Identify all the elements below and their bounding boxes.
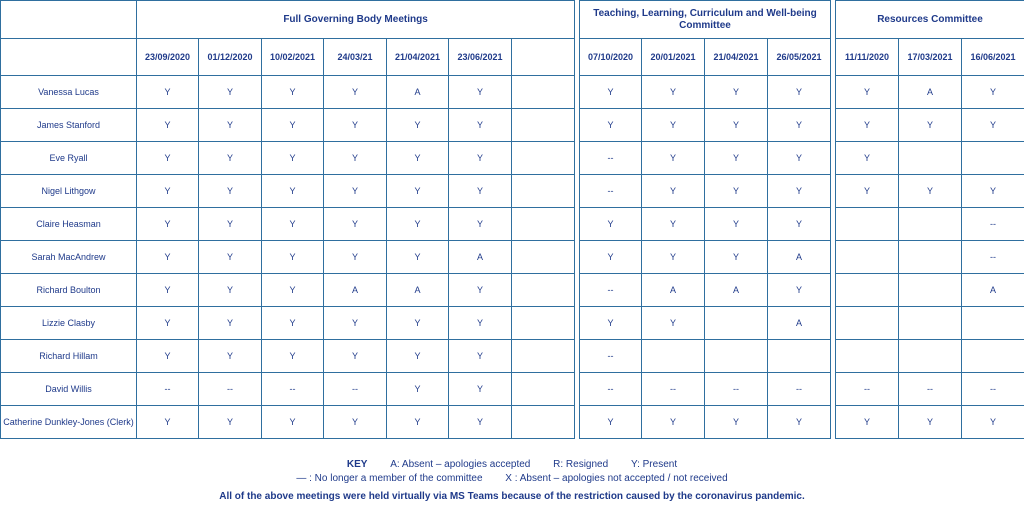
attendance-cell: Y xyxy=(449,373,512,406)
attendance-cell xyxy=(962,340,1024,373)
attendance-cell: -- xyxy=(580,142,642,175)
attendance-cell: Y xyxy=(199,208,262,241)
attendance-cell: -- xyxy=(836,373,899,406)
table-row xyxy=(836,340,1024,373)
attendance-cell xyxy=(836,307,899,340)
attendance-cell: Y xyxy=(137,142,199,175)
attendance-cell: Y xyxy=(899,109,962,142)
attendance-cell: -- xyxy=(580,175,642,208)
attendance-cell: Y xyxy=(642,208,705,241)
attendance-cell: Y xyxy=(262,340,324,373)
attendance-cell: Y xyxy=(642,307,705,340)
attendance-cell xyxy=(512,406,575,439)
attendance-cell xyxy=(512,241,575,274)
table-row xyxy=(1,208,575,241)
table-row xyxy=(580,373,831,406)
attendance-cell xyxy=(512,340,575,373)
table-row xyxy=(580,241,831,274)
table-row xyxy=(580,109,831,142)
attendance-cell: Y xyxy=(387,175,449,208)
attendance-cell: Y xyxy=(768,109,831,142)
attendance-cell: Y xyxy=(580,307,642,340)
attendance-cell: Y xyxy=(199,109,262,142)
table-row xyxy=(580,340,831,373)
attendance-cell: Y xyxy=(137,208,199,241)
footnote: All of the above meetings were held virtually via MS Teams because of the restriction caused by the coronavirus pandemic. xyxy=(219,491,805,502)
attendance-cell xyxy=(642,340,705,373)
attendance-cell: Y xyxy=(449,406,512,439)
fgb-date-header: 23/06/2021 xyxy=(449,39,512,76)
attendance-cell: Y xyxy=(449,274,512,307)
attendance-cell xyxy=(836,274,899,307)
table-row xyxy=(1,406,575,439)
member-name: Vanessa Lucas xyxy=(1,76,137,109)
attendance-cell: Y xyxy=(262,175,324,208)
attendance-cell: A xyxy=(324,274,387,307)
attendance-cell: Y xyxy=(836,406,899,439)
attendance-cell: Y xyxy=(768,274,831,307)
attendance-cell: Y xyxy=(262,241,324,274)
attendance-cell xyxy=(899,241,962,274)
fgb-title: Full Governing Body Meetings xyxy=(137,1,575,39)
attendance-cell: Y xyxy=(705,241,768,274)
attendance-cell: A xyxy=(768,307,831,340)
attendance-cell: Y xyxy=(262,76,324,109)
attendance-cell: Y xyxy=(387,373,449,406)
attendance-cell: Y xyxy=(705,175,768,208)
legend-absent-accepted: A: Absent – apologies accepted xyxy=(390,459,531,470)
member-name: David Willis xyxy=(1,373,137,406)
attendance-cell xyxy=(512,76,575,109)
attendance-cell: Y xyxy=(449,109,512,142)
fgb-date-header: 21/04/2021 xyxy=(387,39,449,76)
table-row xyxy=(836,142,1024,175)
table-row xyxy=(836,274,1024,307)
table-row xyxy=(1,142,575,175)
table-row xyxy=(580,76,831,109)
attendance-cell xyxy=(899,274,962,307)
attendance-cell: Y xyxy=(324,109,387,142)
table-row xyxy=(836,307,1024,340)
attendance-cell xyxy=(899,307,962,340)
attendance-cell: Y xyxy=(137,307,199,340)
attendance-cell: Y xyxy=(836,142,899,175)
attendance-cell: Y xyxy=(199,340,262,373)
attendance-cell: Y xyxy=(580,208,642,241)
attendance-cell: Y xyxy=(836,76,899,109)
legend-resigned: R: Resigned xyxy=(553,459,609,470)
attendance-cell: A xyxy=(449,241,512,274)
attendance-cell: A xyxy=(768,241,831,274)
attendance-cell: Y xyxy=(449,76,512,109)
attendance-cell: Y xyxy=(642,109,705,142)
attendance-cell: Y xyxy=(899,175,962,208)
attendance-cell: Y xyxy=(137,175,199,208)
attendance-cell: Y xyxy=(387,406,449,439)
attendance-cell xyxy=(705,340,768,373)
attendance-cell xyxy=(512,307,575,340)
member-name: Nigel Lithgow xyxy=(1,175,137,208)
legend-key: KEY xyxy=(346,459,368,470)
attendance-cell: Y xyxy=(324,406,387,439)
attendance-cell: Y xyxy=(199,274,262,307)
attendance-cell xyxy=(836,241,899,274)
attendance-cell: Y xyxy=(768,76,831,109)
tlc-date-header: 21/04/2021 xyxy=(705,39,768,76)
table-row xyxy=(836,109,1024,142)
attendance-cell: Y xyxy=(137,406,199,439)
attendance-cell: -- xyxy=(962,208,1024,241)
attendance-cell: -- xyxy=(768,373,831,406)
attendance-cell: Y xyxy=(262,208,324,241)
attendance-cell: Y xyxy=(324,76,387,109)
attendance-cell xyxy=(836,340,899,373)
member-name: James Stanford xyxy=(1,109,137,142)
table-row xyxy=(1,109,575,142)
attendance-cell: Y xyxy=(324,142,387,175)
attendance-cell: Y xyxy=(387,208,449,241)
attendance-cell: -- xyxy=(580,340,642,373)
legend-present: Y: Present xyxy=(630,459,678,470)
resources-table xyxy=(835,0,1024,439)
attendance-cell: Y xyxy=(768,142,831,175)
attendance-cell: Y xyxy=(899,406,962,439)
attendance-cell: A xyxy=(387,76,449,109)
attendance-cell: Y xyxy=(262,142,324,175)
attendance-cell: -- xyxy=(324,373,387,406)
table-row xyxy=(580,175,831,208)
table-row xyxy=(1,274,575,307)
table-row xyxy=(1,307,575,340)
attendance-cell: Y xyxy=(387,142,449,175)
attendance-cell: -- xyxy=(962,373,1024,406)
attendance-cell xyxy=(962,142,1024,175)
attendance-cell: Y xyxy=(580,76,642,109)
attendance-cell: Y xyxy=(199,307,262,340)
res-date-header: 17/03/2021 xyxy=(899,39,962,76)
member-name: Eve Ryall xyxy=(1,142,137,175)
attendance-cell xyxy=(899,208,962,241)
table-row xyxy=(1,175,575,208)
attendance-cell: Y xyxy=(449,340,512,373)
attendance-cell: Y xyxy=(642,142,705,175)
fgb-date-header: 01/12/2020 xyxy=(199,39,262,76)
member-name: Richard Boulton xyxy=(1,274,137,307)
fgb-date-header: 24/03/21 xyxy=(324,39,387,76)
fgb-table xyxy=(0,0,575,439)
attendance-cell: Y xyxy=(705,406,768,439)
attendance-cell: Y xyxy=(137,274,199,307)
table-row xyxy=(836,373,1024,406)
tlc-table xyxy=(579,0,831,439)
attendance-cell: A xyxy=(962,274,1024,307)
member-name: Catherine Dunkley-Jones (Clerk) xyxy=(1,406,137,439)
table-row xyxy=(580,307,831,340)
attendance-cell: -- xyxy=(262,373,324,406)
attendance-cell: Y xyxy=(580,109,642,142)
attendance-cell: Y xyxy=(449,175,512,208)
attendance-cell: Y xyxy=(387,109,449,142)
table-row xyxy=(1,340,575,373)
attendance-cell: A xyxy=(642,274,705,307)
tlc-date-header: 26/05/2021 xyxy=(768,39,831,76)
attendance-cell xyxy=(512,109,575,142)
table-row xyxy=(836,406,1024,439)
attendance-cell: Y xyxy=(262,109,324,142)
attendance-cell: Y xyxy=(324,208,387,241)
attendance-cell: -- xyxy=(580,274,642,307)
attendance-cell: Y xyxy=(262,307,324,340)
attendance-cell xyxy=(512,208,575,241)
attendance-cell: Y xyxy=(705,76,768,109)
attendance-cell: Y xyxy=(199,142,262,175)
table-row xyxy=(580,142,831,175)
res-date-header: 16/06/2021 xyxy=(962,39,1024,76)
table-row xyxy=(836,175,1024,208)
attendance-cell: Y xyxy=(449,208,512,241)
attendance-cell: Y xyxy=(137,76,199,109)
attendance-cell: Y xyxy=(642,406,705,439)
table-row xyxy=(1,373,575,406)
attendance-cell: Y xyxy=(199,406,262,439)
table-row xyxy=(836,208,1024,241)
attendance-cell xyxy=(962,307,1024,340)
attendance-cell: Y xyxy=(705,109,768,142)
attendance-cell: Y xyxy=(705,142,768,175)
attendance-cell: Y xyxy=(580,406,642,439)
attendance-cell: Y xyxy=(387,307,449,340)
attendance-cell: -- xyxy=(705,373,768,406)
member-name: Claire Heasman xyxy=(1,208,137,241)
attendance-cell xyxy=(512,373,575,406)
attendance-cell: Y xyxy=(387,340,449,373)
legend-line-2 xyxy=(0,473,1024,484)
table-row xyxy=(580,274,831,307)
attendance-cell: Y xyxy=(836,175,899,208)
attendance-cell: Y xyxy=(449,142,512,175)
attendance-cell: Y xyxy=(768,208,831,241)
attendance-cell: -- xyxy=(199,373,262,406)
attendance-cell xyxy=(899,340,962,373)
legend-line-1 xyxy=(0,459,1024,470)
table-row xyxy=(836,76,1024,109)
attendance-cell: Y xyxy=(768,406,831,439)
member-name: Richard Hillam xyxy=(1,340,137,373)
attendance-cell: Y xyxy=(199,76,262,109)
corner-cell xyxy=(1,39,137,76)
attendance-cell: -- xyxy=(137,373,199,406)
fgb-date-header: 23/09/2020 xyxy=(137,39,199,76)
attendance-cell xyxy=(512,175,575,208)
attendance-cell: Y xyxy=(836,109,899,142)
attendance-cell: Y xyxy=(137,340,199,373)
attendance-cell: Y xyxy=(324,241,387,274)
attendance-cell: -- xyxy=(962,241,1024,274)
attendance-cell: Y xyxy=(199,175,262,208)
table-row xyxy=(580,208,831,241)
table-row xyxy=(1,76,575,109)
attendance-cell xyxy=(512,142,575,175)
member-name: Lizzie Clasby xyxy=(1,307,137,340)
attendance-cell: Y xyxy=(768,175,831,208)
attendance-cell: A xyxy=(705,274,768,307)
attendance-cell xyxy=(836,208,899,241)
attendance-cell: A xyxy=(899,76,962,109)
attendance-cell: Y xyxy=(449,307,512,340)
attendance-cell: Y xyxy=(324,175,387,208)
legend-no-longer: — : No longer a member of the committee xyxy=(296,473,483,484)
attendance-cell: A xyxy=(387,274,449,307)
attendance-cell: -- xyxy=(642,373,705,406)
attendance-cell xyxy=(899,142,962,175)
attendance-cell: Y xyxy=(262,274,324,307)
res-date-header: 11/11/2020 xyxy=(836,39,899,76)
resources-title: Resources Committee xyxy=(836,1,1024,39)
attendance-cell: -- xyxy=(899,373,962,406)
attendance-cell: Y xyxy=(962,76,1024,109)
member-name: Sarah MacAndrew xyxy=(1,241,137,274)
corner-cell xyxy=(1,1,137,39)
table-row xyxy=(1,241,575,274)
attendance-cell: Y xyxy=(642,76,705,109)
table-row xyxy=(580,406,831,439)
attendance-cell xyxy=(705,307,768,340)
legend-absent-not-accepted: X : Absent – apologies not accepted / not received xyxy=(505,473,728,484)
fgb-date-header: 10/02/2021 xyxy=(262,39,324,76)
attendance-cell: Y xyxy=(324,307,387,340)
attendance-cell: Y xyxy=(962,406,1024,439)
attendance-cell: Y xyxy=(137,109,199,142)
attendance-cell: Y xyxy=(642,175,705,208)
table-row xyxy=(836,241,1024,274)
attendance-cell: -- xyxy=(580,373,642,406)
attendance-cell xyxy=(512,274,575,307)
tlc-title: Teaching, Learning, Curriculum and Well-being Committee xyxy=(580,1,831,39)
tlc-date-header: 07/10/2020 xyxy=(580,39,642,76)
attendance-cell: Y xyxy=(580,241,642,274)
attendance-cell: Y xyxy=(324,340,387,373)
attendance-cell: Y xyxy=(137,241,199,274)
attendance-cell: Y xyxy=(199,241,262,274)
attendance-cell: Y xyxy=(705,208,768,241)
tlc-date-header: 20/01/2021 xyxy=(642,39,705,76)
attendance-cell: Y xyxy=(387,241,449,274)
fgb-date-header xyxy=(512,39,575,76)
attendance-cell: Y xyxy=(262,406,324,439)
attendance-cell xyxy=(768,340,831,373)
attendance-cell: Y xyxy=(642,241,705,274)
attendance-cell: Y xyxy=(962,109,1024,142)
attendance-cell: Y xyxy=(962,175,1024,208)
